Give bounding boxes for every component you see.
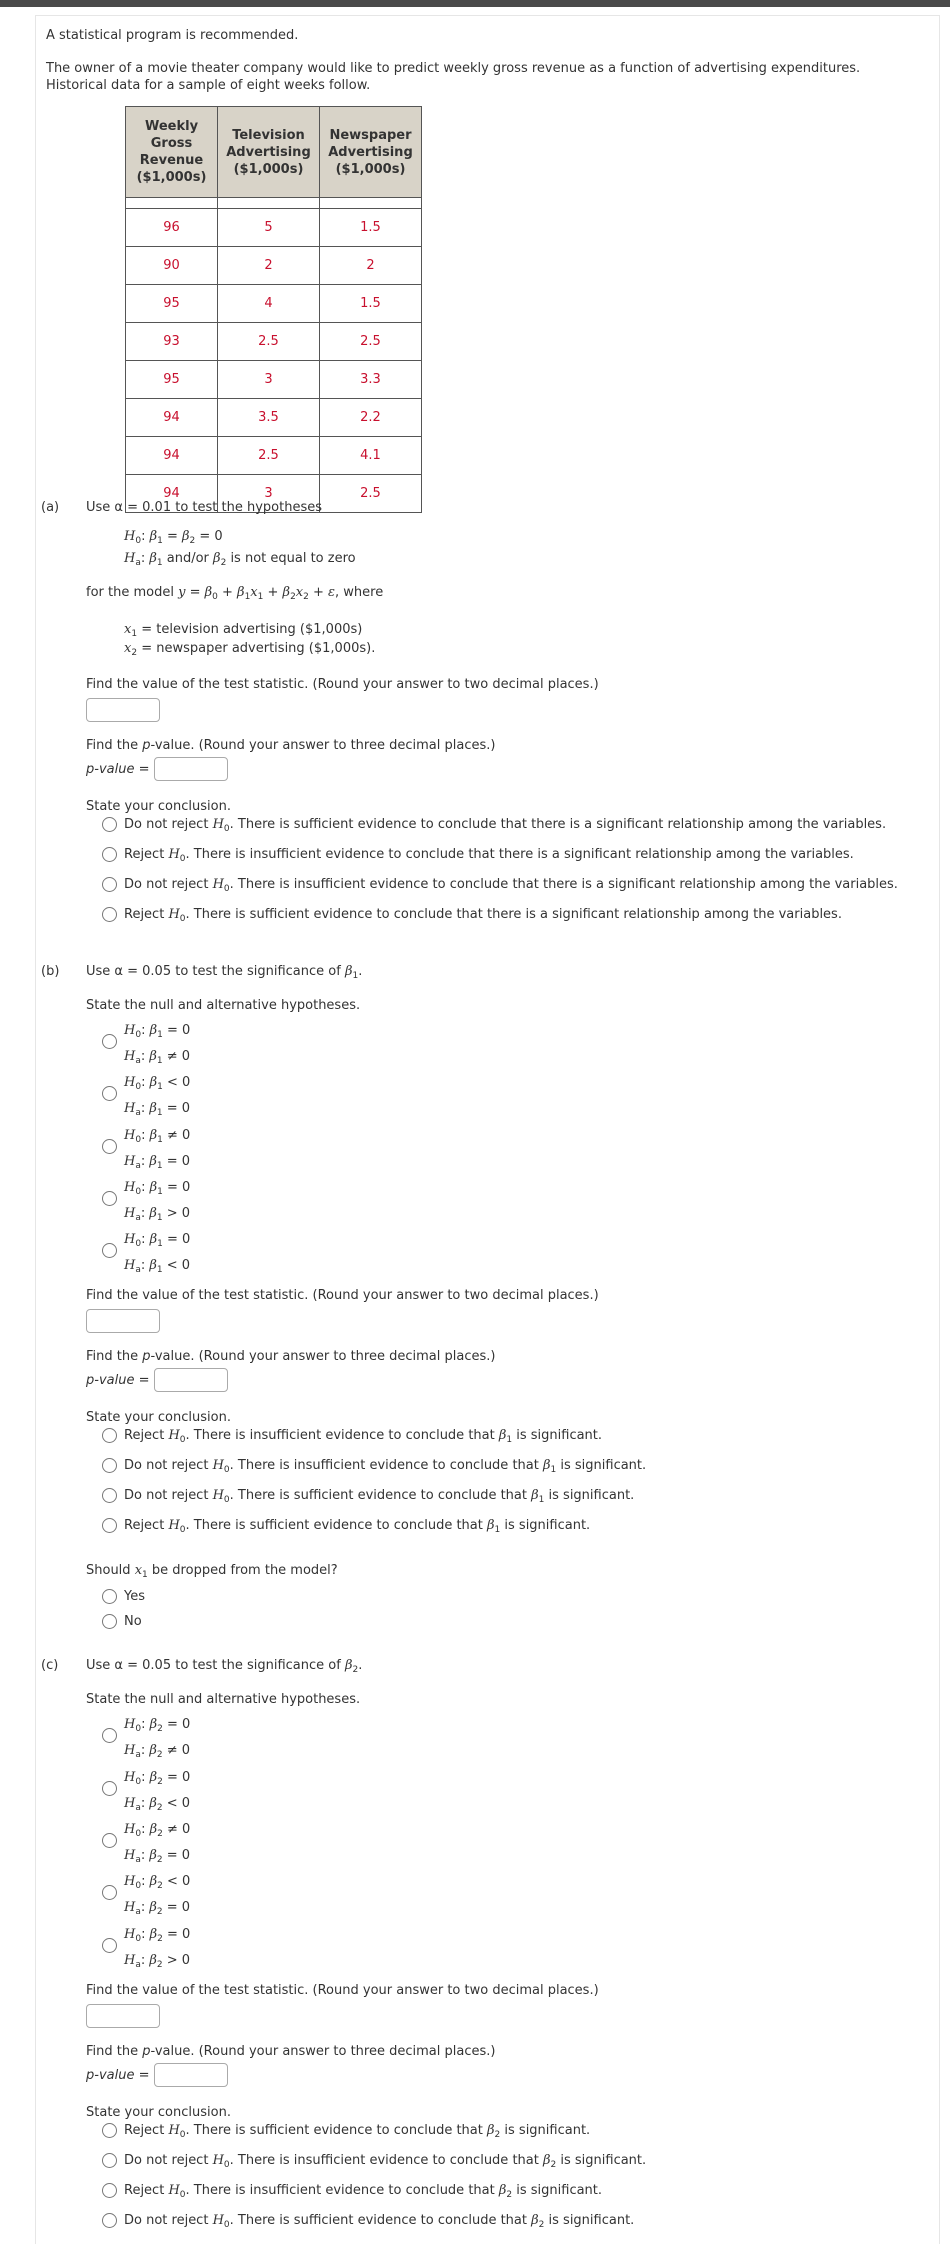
table-row: 93 2.5 2.5 — [126, 323, 422, 361]
part-b-hyp-2: $H_0$: $\beta_1 < 0$ $H_a$: $\beta_1 = 0$ — [124, 1075, 191, 1118]
part-a-option-3: Do not reject $H_0$. There is insufficient evidence to conclude that there is a significant relationship among the variables. — [124, 877, 898, 894]
drop-no-label: No — [124, 1614, 142, 1629]
part-c-hyp-2: $H_0$: $\beta_2 = 0$ $H_a$: $\beta_2 < 0$ — [124, 1770, 191, 1813]
part-b-label: (b) — [41, 964, 60, 979]
part-c-hyp-4: $H_0$: $\beta_2 < 0$ $H_a$: $\beta_2 = 0$ — [124, 1874, 191, 1917]
part-b-drop-question: Should $x_1$ be dropped from the model? — [86, 1563, 338, 1580]
part-b-hyp-4: $H_0$: $\beta_1 = 0$ $H_a$: $\beta_1 > 0$ — [124, 1180, 191, 1223]
intro-line-2: Historical data for a sample of eight weeks follow. — [46, 78, 371, 93]
part-b-option-2-radio[interactable] — [102, 1458, 117, 1473]
part-c-hyp-1-radio[interactable] — [102, 1728, 117, 1743]
part-a-label: (a) — [41, 500, 60, 515]
part-c-pvalue-input[interactable] — [154, 2063, 228, 2087]
table-row: 94 3 2.5 — [126, 475, 422, 513]
part-a-null-hypothesis: $H_0$: $\beta_1 = \beta_2 = 0$ — [124, 529, 223, 546]
part-b-hyp-3-radio[interactable] — [102, 1139, 117, 1154]
part-c-option-3-radio[interactable] — [102, 2183, 117, 2198]
col-header-revenue: Weekly Gross Revenue ($1,000s) — [126, 107, 218, 198]
part-a-option-1: Do not reject $H_0$. There is sufficient evidence to conclude that there is a significant relationship among the variables. — [124, 817, 887, 834]
part-a-alt-hypothesis: $H_a$: $\beta_1$ and/or $\beta_2$ is not equal to zero — [124, 551, 356, 568]
part-b-find-p: Find the p-value. (Round your answer to three decimal places.) — [86, 1349, 496, 1364]
part-b-option-4: Reject $H_0$. There is sufficient evidence to conclude that $\beta_1$ is significant. — [124, 1518, 591, 1535]
part-b-state-hypotheses: State the null and alternative hypotheses. — [86, 998, 361, 1013]
part-c-option-4-radio[interactable] — [102, 2213, 117, 2228]
part-c-option-4: Do not reject $H_0$. There is sufficient evidence to conclude that $\beta_2$ is significant. — [124, 2213, 635, 2230]
x1-definition: $x_1$ = television advertising ($1,000s) — [124, 622, 363, 639]
table-row: 90 2 2 — [126, 247, 422, 285]
part-a-model: for the model $y = \beta_0 + \beta_1x_1 + \beta_2x_2 + \varepsilon$, where — [86, 585, 384, 602]
part-c-state-hypotheses: State the null and alternative hypotheses. — [86, 1692, 361, 1707]
part-b-option-1: Reject $H_0$. There is insufficient evidence to conclude that $\beta_1$ is significant. — [124, 1428, 603, 1445]
part-b-hyp-5: $H_0$: $\beta_1 = 0$ $H_a$: $\beta_1 < 0$ — [124, 1232, 191, 1275]
part-b-conclusion-label: State your conclusion. — [86, 1410, 231, 1425]
part-a-option-2-radio[interactable] — [102, 847, 117, 862]
part-b-hyp-5-radio[interactable] — [102, 1243, 117, 1258]
part-a-option-4: Reject $H_0$. There is sufficient evidence to conclude that there is a significant relationship among the variables. — [124, 907, 842, 924]
x2-definition: $x_2$ = newspaper advertising ($1,000s). — [124, 641, 376, 658]
part-b-pvalue-label: p-value = — [86, 1373, 150, 1388]
part-c-conclusion-label: State your conclusion. — [86, 2105, 231, 2120]
col-header-newspaper: Newspaper Advertising ($1,000s) — [320, 107, 422, 198]
part-c-hyp-1: $H_0$: $\beta_2 = 0$ $H_a$: $\beta_2 \ne 0$ — [124, 1717, 191, 1760]
part-c-hyp-2-radio[interactable] — [102, 1781, 117, 1796]
data-table — [125, 106, 422, 513]
part-a-option-3-radio[interactable] — [102, 877, 117, 892]
question-panel — [35, 15, 940, 2244]
part-c-option-1-radio[interactable] — [102, 2123, 117, 2138]
table-row: 94 2.5 4.1 — [126, 437, 422, 475]
part-c-hyp-3-radio[interactable] — [102, 1833, 117, 1848]
part-b-instruction: Use α = 0.05 to test the significance of $\beta_1$. — [86, 964, 363, 981]
program-note: A statistical program is recommended. — [46, 28, 299, 43]
part-a-instruction: Use α = 0.01 to test the hypotheses — [86, 500, 322, 515]
part-a-find-p: Find the p-value. (Round your answer to three decimal places.) — [86, 738, 496, 753]
col-header-tv: Television Advertising ($1,000s) — [218, 107, 320, 198]
part-b-option-4-radio[interactable] — [102, 1518, 117, 1533]
part-c-option-2-radio[interactable] — [102, 2153, 117, 2168]
part-b-hyp-4-radio[interactable] — [102, 1191, 117, 1206]
part-c-option-2: Do not reject $H_0$. There is insufficient evidence to conclude that $\beta_2$ is significant. — [124, 2153, 647, 2170]
part-b-test-statistic-input[interactable] — [86, 1309, 160, 1333]
part-a-option-1-radio[interactable] — [102, 817, 117, 832]
part-b-hyp-1: $H_0$: $\beta_1 = 0$ $H_a$: $\beta_1 \ne 0$ — [124, 1023, 191, 1066]
table-row: 96 5 1.5 — [126, 209, 422, 247]
part-c-option-1: Reject $H_0$. There is sufficient evidence to conclude that $\beta_2$ is significant. — [124, 2123, 591, 2140]
part-c-option-3: Reject $H_0$. There is insufficient evidence to conclude that $\beta_2$ is significant. — [124, 2183, 603, 2200]
part-c-find-p: Find the p-value. (Round your answer to three decimal places.) — [86, 2044, 496, 2059]
part-a-pvalue-label: p-value = — [86, 762, 150, 777]
intro-line-1: The owner of a movie theater company would like to predict weekly gross revenue as a function of advertising expenditures. — [46, 61, 861, 76]
table-row: 95 3 3.3 — [126, 361, 422, 399]
part-b-option-2: Do not reject $H_0$. There is insufficient evidence to conclude that $\beta_1$ is significant. — [124, 1458, 647, 1475]
table-row: 94 3.5 2.2 — [126, 399, 422, 437]
drop-yes-radio[interactable] — [102, 1589, 117, 1604]
part-c-hyp-4-radio[interactable] — [102, 1885, 117, 1900]
part-a-pvalue-input[interactable] — [154, 757, 228, 781]
part-c-pvalue-label: p-value = — [86, 2068, 150, 2083]
part-b-hyp-3: $H_0$: $\beta_1 \ne 0$ $H_a$: $\beta_1 = 0$ — [124, 1128, 191, 1171]
part-b-hyp-2-radio[interactable] — [102, 1086, 117, 1101]
part-c-label: (c) — [41, 1658, 59, 1673]
part-c-hyp-5: $H_0$: $\beta_2 = 0$ $H_a$: $\beta_2 > 0$ — [124, 1927, 191, 1970]
drop-yes-label: Yes — [124, 1589, 145, 1604]
part-b-pvalue-input[interactable] — [154, 1368, 228, 1392]
part-c-hyp-3: $H_0$: $\beta_2 \ne 0$ $H_a$: $\beta_2 = 0$ — [124, 1822, 191, 1865]
part-b-option-3-radio[interactable] — [102, 1488, 117, 1503]
part-c-hyp-5-radio[interactable] — [102, 1938, 117, 1953]
part-a-option-2: Reject $H_0$. There is insufficient evidence to conclude that there is a significant relationship among the variables. — [124, 847, 854, 864]
part-a-find-stat: Find the value of the test statistic. (Round your answer to two decimal places.) — [86, 677, 599, 692]
part-a-conclusion-label: State your conclusion. — [86, 799, 231, 814]
part-c-instruction: Use α = 0.05 to test the significance of $\beta_2$. — [86, 1658, 363, 1675]
part-c-find-stat: Find the value of the test statistic. (Round your answer to two decimal places.) — [86, 1983, 599, 1998]
part-b-hyp-1-radio[interactable] — [102, 1034, 117, 1049]
part-b-option-1-radio[interactable] — [102, 1428, 117, 1443]
part-a-option-4-radio[interactable] — [102, 907, 117, 922]
part-a-test-statistic-input[interactable] — [86, 698, 160, 722]
part-c-test-statistic-input[interactable] — [86, 2004, 160, 2028]
drop-no-radio[interactable] — [102, 1614, 117, 1629]
table-row: 95 4 1.5 — [126, 285, 422, 323]
part-b-find-stat: Find the value of the test statistic. (Round your answer to two decimal places.) — [86, 1288, 599, 1303]
part-b-option-3: Do not reject $H_0$. There is sufficient evidence to conclude that $\beta_1$ is significant. — [124, 1488, 635, 1505]
top-bar — [0, 0, 950, 7]
